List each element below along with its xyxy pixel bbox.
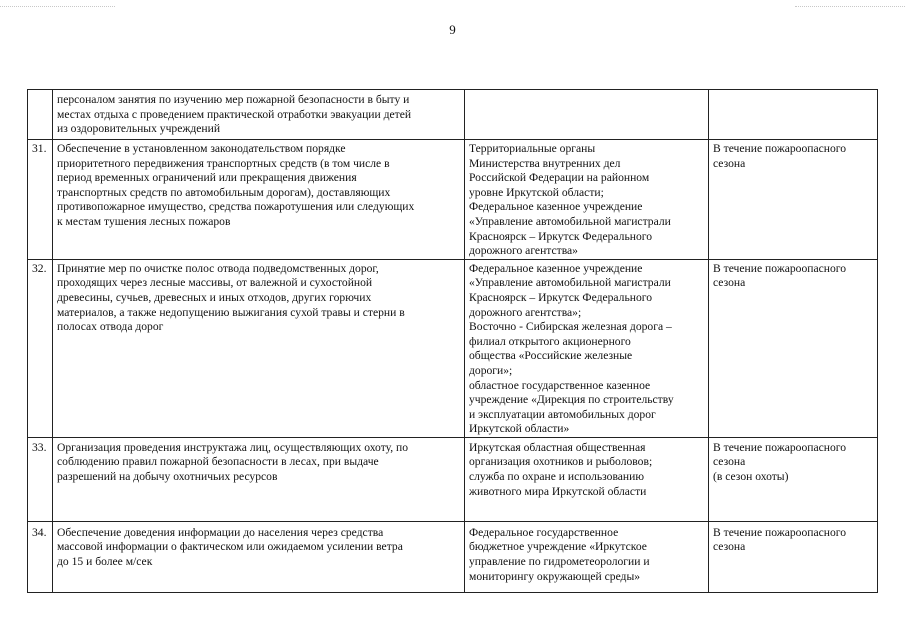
responsible-text: [465, 259, 709, 437]
table-row-33: [28, 437, 878, 521]
text-line: транспортных средств по автомобильным дорогам), доставляющих: [57, 185, 391, 199]
table-row-31: [28, 140, 878, 260]
page-number: 9: [449, 22, 456, 37]
text-line: бюджетное учреждение «Иркутское: [469, 540, 647, 554]
text-line: «Управление автомобильной магистрали: [469, 214, 671, 228]
row-number: 34.: [28, 521, 53, 592]
row-number: [28, 90, 53, 140]
text-line: филиал открытого акционерного: [469, 334, 631, 348]
text-line: Министерства внутренних дел: [469, 156, 621, 170]
row-number: 31.: [28, 140, 53, 260]
text-line: (в сезон охоты): [713, 470, 789, 484]
text-line: Иркутской области»: [469, 422, 570, 436]
text-line: Территориальные органы: [469, 142, 596, 155]
table-row-continuation: [28, 90, 878, 140]
text-line: Красноярск – Иркутск Федерального: [469, 229, 653, 243]
text-line: полосах отвода дорог: [57, 320, 164, 334]
fire-safety-measures-table: [27, 89, 878, 593]
text-line: сезона: [713, 540, 746, 554]
row-number: 33.: [28, 437, 53, 521]
measure-text: [53, 90, 465, 140]
measure-text: [53, 259, 465, 437]
table-row-32: [28, 259, 878, 437]
text-line: к местам тушения лесных пожаров: [57, 214, 231, 228]
responsible-text: [465, 521, 709, 592]
text-line: организация охотников и рыболовов;: [469, 455, 653, 469]
text-line: В течение пожароопасного: [713, 142, 847, 155]
text-line: сезона: [713, 156, 746, 170]
text-line: период временных ограничений или прекращения движения: [57, 171, 357, 185]
responsible-text: [465, 437, 709, 521]
text-line: древесины, сучьев, древесных и иных отходов, других горючих: [57, 290, 372, 304]
text-line: Восточно - Сибирская железная дорога –: [469, 320, 672, 334]
text-line: Обеспечение в установленном законодательством порядке: [57, 142, 346, 155]
scan-edge-mark-left: [0, 6, 115, 7]
text-line: Обеспечение доведения информации до населения через средства: [57, 525, 384, 539]
text-line: В течение пожароопасного: [713, 440, 847, 454]
table-body: [28, 90, 878, 593]
responsible-text: [465, 140, 709, 260]
text-line: Красноярск – Иркутск Федерального: [469, 290, 653, 304]
text-line: Федеральное государственное: [469, 525, 619, 539]
text-line: соблюдению правил пожарной безопасности в лесах, при выдаче: [57, 455, 379, 469]
text-line: противопожарное имущество, средства пожаротушения или следующих: [57, 200, 415, 214]
text-line: местах отдыха с проведением практической отработки эвакуации детей: [57, 107, 412, 121]
text-line: разрешений на добычу охотничьих ресурсов: [57, 470, 278, 484]
text-line: дорожного агентства»: [469, 244, 578, 258]
text-line: учреждение «Дирекция по строительству: [469, 393, 674, 407]
text-line: Организация проведения инструктажа лиц, осуществляющих охоту, по: [57, 440, 409, 454]
text-line: Федеральное казенное учреждение: [469, 200, 643, 214]
measure-text: [53, 437, 465, 521]
text-line: «Управление автомобильной магистрали: [469, 276, 671, 290]
responsible-text: [465, 90, 709, 140]
row-number: 32.: [28, 259, 53, 437]
text-line: Федеральное казенное учреждение: [469, 261, 643, 275]
text-line: В течение пожароопасного: [713, 261, 847, 275]
text-line: управление по гидрометеорологии и: [469, 555, 650, 569]
text-line: животного мира Иркутской области: [469, 484, 647, 498]
text-line: В течение пожароопасного: [713, 525, 847, 539]
deadline-text: [709, 437, 878, 521]
text-line: общества «Российские железные: [469, 349, 633, 363]
text-line: до 15 и более м/сек: [57, 555, 153, 569]
measure-text: [53, 521, 465, 592]
deadline-text: [709, 90, 878, 140]
deadline-text: [709, 521, 878, 592]
text-line: областное государственное казенное: [469, 378, 651, 392]
text-line: массовой информации о фактическом или ожидаемом усилении ветра: [57, 540, 403, 554]
text-line: мониторингу окружающей среды»: [469, 569, 641, 583]
text-line: Иркутская областная общественная: [469, 440, 646, 454]
text-line: дорожного агентства»;: [469, 305, 582, 319]
text-line: уровне Иркутской области;: [469, 185, 604, 199]
text-line: и эксплуатации автомобильных дорог: [469, 407, 656, 421]
text-line: приоритетного передвижения транспортных средств (в том числе в: [57, 156, 390, 170]
text-line: персоналом занятия по изучению мер пожарной безопасности в быту и: [57, 93, 410, 106]
deadline-text: [709, 259, 878, 437]
measure-text: [53, 140, 465, 260]
text-line: сезона: [713, 455, 746, 469]
scan-edge-mark-right: [795, 6, 905, 7]
text-line: Принятие мер по очистке полос отвода подведомственных дорог,: [57, 261, 379, 275]
text-line: сезона: [713, 276, 746, 290]
text-line: материалов, а также недопущению выжигания сухой травы и стерни в: [57, 305, 405, 319]
text-line: дороги»;: [469, 363, 513, 377]
text-line: Российской Федерации на районном: [469, 171, 650, 185]
text-line: проходящих через лесные массивы, от валежной и сухостойной: [57, 276, 373, 290]
table-row-34: [28, 521, 878, 592]
text-line: служба по охране и использованию: [469, 470, 644, 484]
text-line: из оздоровительных учреждений: [57, 122, 221, 136]
deadline-text: [709, 140, 878, 260]
